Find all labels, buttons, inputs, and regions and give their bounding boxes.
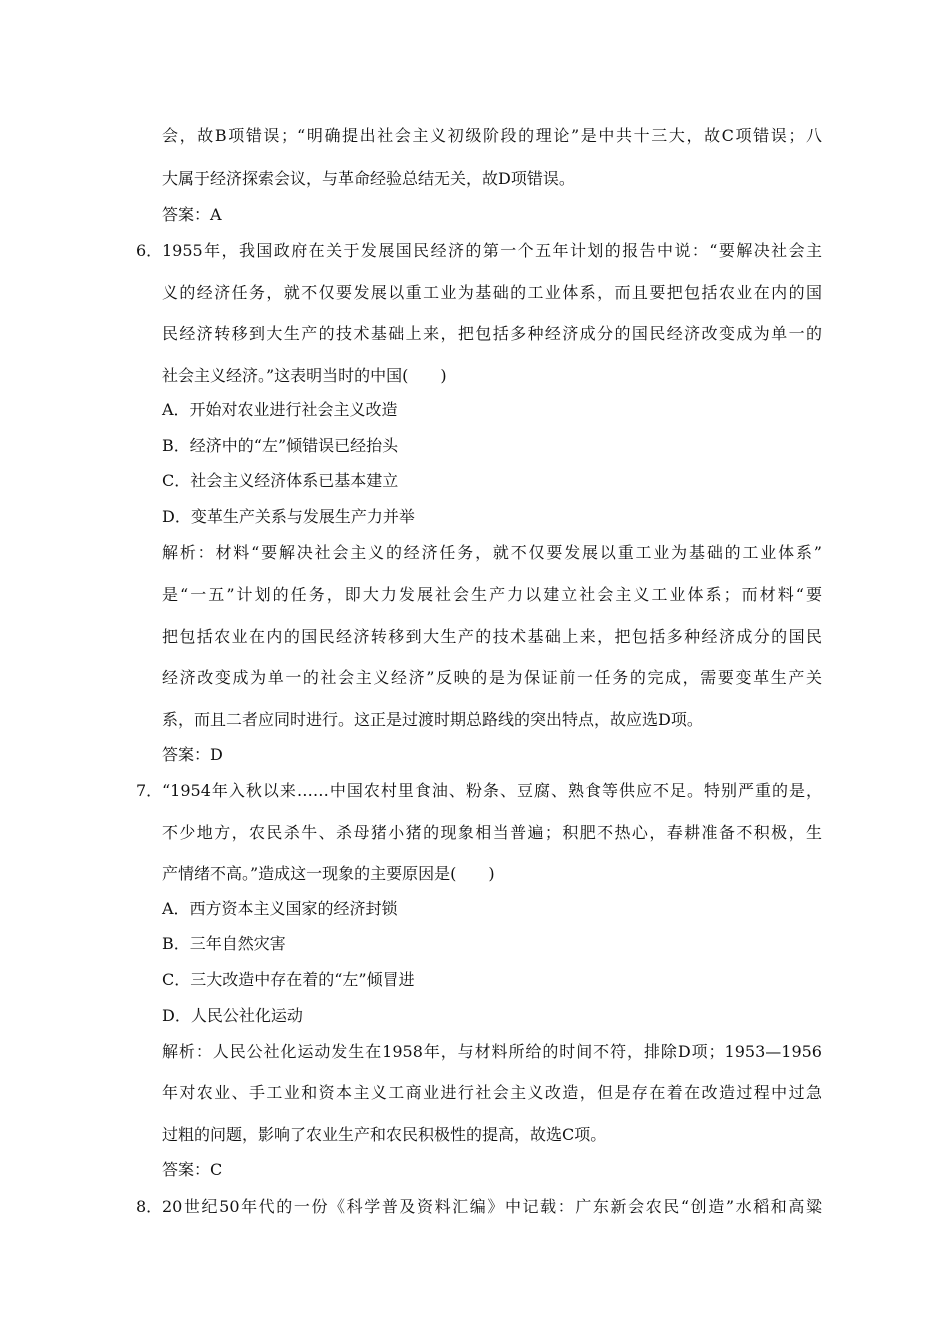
question-stem: 民经济转移到大生产的技术基础上来，把包括多种经济成分的国民经济改变成为单一的 — [162, 324, 822, 343]
analysis-line: 解析：材料“要解决社会主义的经济任务，就不仅要发展以重工业为基础的工业体系” — [162, 543, 822, 562]
analysis-line: 过粗的问题，影响了农业生产和农民积极性的提高，故选C项。 — [162, 1125, 607, 1144]
option-a: A．西方资本主义国家的经济封锁 — [162, 899, 398, 918]
option-a: A．开始对农业进行社会主义改造 — [162, 400, 398, 419]
option-b: B．经济中的“左”倾错误已经抬头 — [162, 436, 399, 455]
question-stem: 1955年，我国政府在关于发展国民经济的第一个五年计划的报告中说：“要解决社会主 — [162, 241, 822, 260]
answer-line: 答案：D — [162, 745, 223, 764]
question-number: 8． — [136, 1197, 163, 1216]
question-stem: “1954年入秋以来……中国农村里食油、粉条、豆腐、熟食等供应不足。特别严重的是， — [162, 781, 822, 800]
question-stem: 社会主义经济。”这表明当时的中国( ) — [162, 366, 447, 385]
answer-line: 答案：A — [162, 205, 222, 224]
option-c: C．三大改造中存在着的“左”倾冒进 — [162, 970, 415, 989]
option-b: B．三年自然灾害 — [162, 934, 286, 953]
analysis-line: 是“一五”计划的任务，即大力发展社会生产力以建立社会主义工业体系；而材料“要 — [162, 585, 822, 604]
text-line: 大属于经济探索会议，与革命经验总结无关，故D项错误。 — [162, 169, 575, 188]
question-stem: 不少地方，农民杀牛、杀母猪小猪的现象相当普遍；积肥不热心，春耕准备不积极，生 — [162, 823, 822, 842]
option-d: D．变革生产关系与发展生产力并举 — [162, 507, 415, 526]
analysis-line: 把包括农业在内的国民经济转移到大生产的技术基础上来，把包括多种经济成分的国民 — [162, 627, 822, 646]
analysis-line: 解析：人民公社化运动发生在1958年，与材料所给的时间不符，排除D项；1953—1956 — [162, 1042, 822, 1061]
question-stem: 20世纪50年代的一份《科学普及资料汇编》中记载：广东新会农民“创造”水稻和高粱 — [162, 1197, 822, 1216]
analysis-line: 经济改变成为单一的社会主义经济”反映的是为保证前一任务的完成，需要变革生产关 — [162, 668, 822, 687]
analysis-line: 系，而且二者应同时进行。这正是过渡时期总路线的突出特点，故应选D项。 — [162, 710, 703, 729]
analysis-line: 年对农业、手工业和资本主义工商业进行社会主义改造，但是存在着在改造过程中过急 — [162, 1083, 822, 1102]
question-stem: 产情绪不高。”造成这一现象的主要原因是( ) — [162, 864, 495, 883]
question-number: 6． — [136, 241, 163, 260]
question-number: 7． — [136, 781, 163, 800]
option-c: C．社会主义经济体系已基本建立 — [162, 471, 399, 490]
answer-line: 答案：C — [162, 1160, 223, 1179]
question-stem: 义的经济任务，就不仅要发展以重工业为基础的工业体系，而且要把包括农业在内的国 — [162, 283, 822, 302]
option-d: D．人民公社化运动 — [162, 1006, 303, 1025]
text-line: 会，故B项错误；“明确提出社会主义初级阶段的理论”是中共十三大，故C项错误；八 — [162, 126, 822, 145]
